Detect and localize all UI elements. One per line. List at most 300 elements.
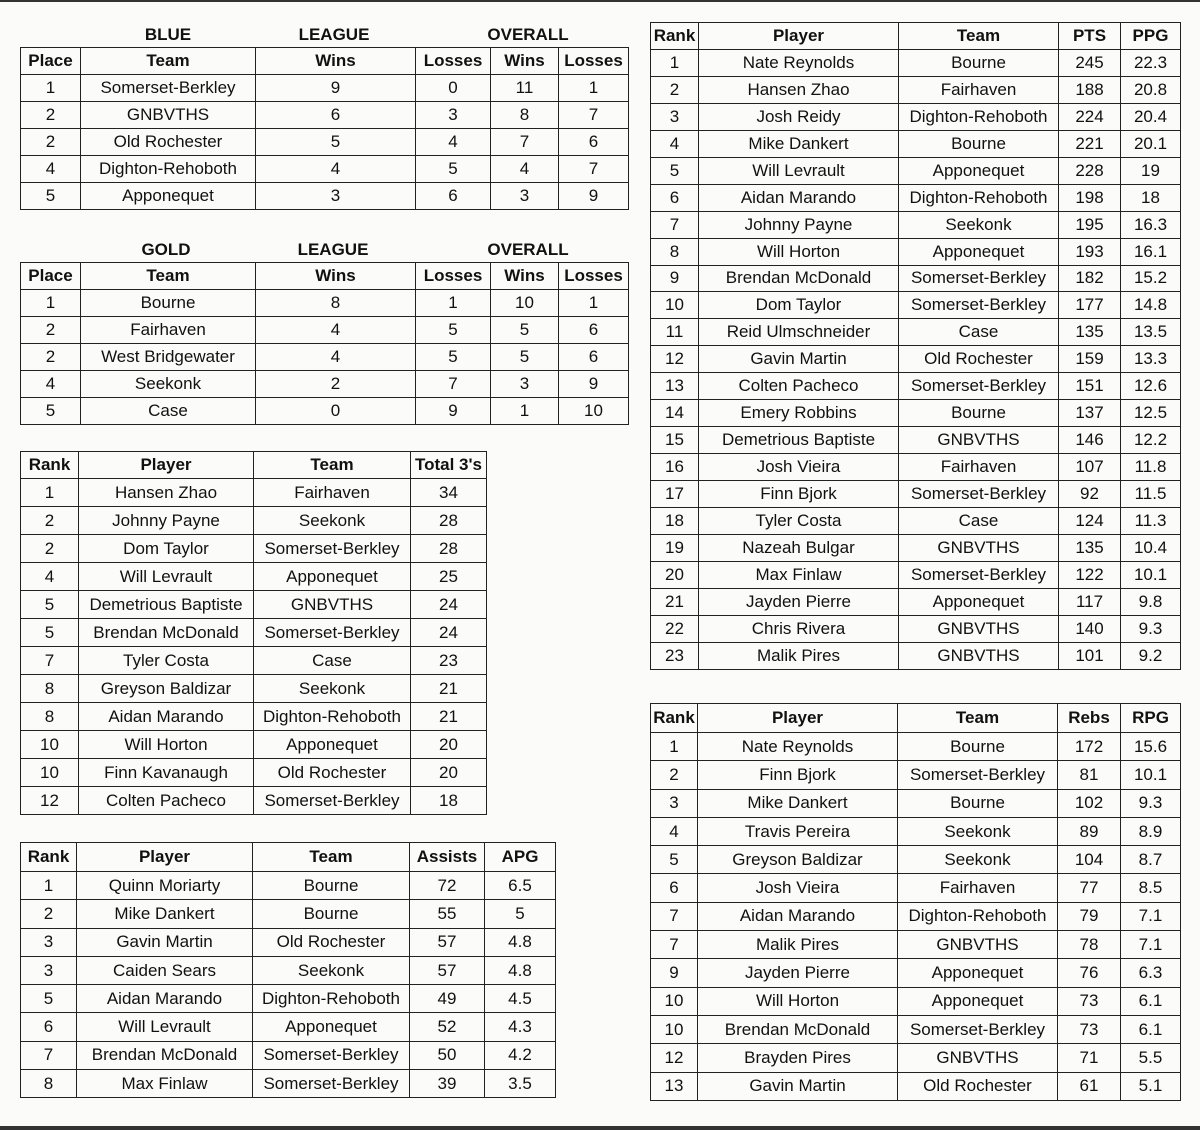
table-cell: Tyler Costa bbox=[79, 647, 254, 675]
table-cell: 4 bbox=[491, 156, 559, 183]
table-cell: 3 bbox=[416, 102, 491, 129]
table-row bbox=[21, 1013, 556, 1041]
table-cell: Case bbox=[899, 319, 1059, 346]
table-cell: Josh Vieira bbox=[699, 454, 899, 481]
table-cell: Josh Vieira bbox=[698, 874, 898, 902]
blue-group-header bbox=[20, 23, 628, 47]
table-cell: 7.1 bbox=[1121, 902, 1181, 930]
table-cell: 20.1 bbox=[1121, 130, 1181, 157]
top-border bbox=[0, 0, 1200, 2]
table-cell: 11.5 bbox=[1121, 481, 1181, 508]
table-cell: 102 bbox=[1058, 789, 1121, 817]
table-cell: 76 bbox=[1058, 959, 1121, 987]
table-cell: Dighton-Rehoboth bbox=[898, 902, 1058, 930]
blue-league-label: LEAGUE bbox=[298, 25, 370, 44]
table-cell: 61 bbox=[1058, 1072, 1121, 1100]
table-cell: Old Rochester bbox=[899, 346, 1059, 373]
table-cell: 52 bbox=[410, 1013, 485, 1041]
table-cell: 23 bbox=[651, 642, 699, 669]
table-cell: 4 bbox=[21, 371, 81, 398]
table-cell: 71 bbox=[1058, 1044, 1121, 1072]
table-cell: 172 bbox=[1058, 733, 1121, 761]
bottom-border bbox=[0, 1126, 1200, 1130]
table-row bbox=[651, 507, 1181, 534]
table-row bbox=[21, 563, 487, 591]
table-cell: 7 bbox=[416, 371, 491, 398]
table-cell: GNBVTHS bbox=[899, 615, 1059, 642]
table-cell: Dighton-Rehoboth bbox=[899, 184, 1059, 211]
table-cell: 12.2 bbox=[1121, 427, 1181, 454]
column-header: RPG bbox=[1121, 704, 1181, 733]
table-cell: Chris Rivera bbox=[699, 615, 899, 642]
table-cell: 16.3 bbox=[1121, 211, 1181, 238]
blue-standings bbox=[20, 23, 628, 210]
table-cell: 20 bbox=[411, 759, 487, 787]
table-row bbox=[21, 535, 487, 563]
table-row bbox=[651, 130, 1181, 157]
blue-group-label: BLUE bbox=[144, 25, 192, 44]
table-cell: Jayden Pierre bbox=[698, 959, 898, 987]
table-cell: Mike Dankert bbox=[77, 900, 253, 928]
table-cell: 4 bbox=[256, 344, 416, 371]
column-header: Rank bbox=[651, 704, 698, 733]
table-row bbox=[651, 265, 1181, 292]
table-cell: 73 bbox=[1058, 1015, 1121, 1043]
table-cell: 3 bbox=[256, 183, 416, 210]
gold-group-header bbox=[20, 238, 628, 262]
rebounds-table bbox=[650, 703, 1181, 1101]
table-cell: 1 bbox=[559, 75, 629, 102]
table-cell: 1 bbox=[651, 733, 698, 761]
column-header: Rank bbox=[21, 452, 79, 479]
table-cell: Seekonk bbox=[254, 507, 411, 535]
table-cell: Old Rochester bbox=[898, 1072, 1058, 1100]
table-row bbox=[21, 647, 487, 675]
table-cell: 182 bbox=[1059, 265, 1121, 292]
table-cell: Somerset-Berkley bbox=[899, 481, 1059, 508]
table-row bbox=[21, 317, 629, 344]
table-cell: Old Rochester bbox=[81, 129, 256, 156]
table-cell: 5 bbox=[21, 183, 81, 210]
table-row bbox=[21, 619, 487, 647]
table-cell: 4 bbox=[21, 563, 79, 591]
table-cell: 2 bbox=[651, 76, 699, 103]
table-cell: 16.1 bbox=[1121, 238, 1181, 265]
table-cell: 8.5 bbox=[1121, 874, 1181, 902]
column-header: Losses bbox=[416, 48, 491, 75]
table-cell: Demetrious Baptiste bbox=[79, 591, 254, 619]
column-header: Team bbox=[81, 48, 256, 75]
table-row bbox=[21, 985, 556, 1013]
table-cell: 6 bbox=[559, 129, 629, 156]
table-cell: Apponequet bbox=[254, 563, 411, 591]
table-cell: 3 bbox=[651, 103, 699, 130]
table-cell: 7 bbox=[559, 102, 629, 129]
table-row bbox=[651, 902, 1181, 930]
table-cell: 8.7 bbox=[1121, 846, 1181, 874]
table-cell: 18 bbox=[651, 507, 699, 534]
table-cell: Somerset-Berkley bbox=[254, 787, 411, 815]
table-cell: Apponequet bbox=[81, 183, 256, 210]
table-cell: 12 bbox=[21, 787, 79, 815]
table-cell: Mike Dankert bbox=[698, 789, 898, 817]
gold-group-label: GOLD bbox=[141, 240, 191, 259]
table-cell: Fairhaven bbox=[899, 454, 1059, 481]
table-cell: 4 bbox=[256, 317, 416, 344]
table-cell: Emery Robbins bbox=[699, 400, 899, 427]
table-cell: 0 bbox=[416, 75, 491, 102]
table-cell: Malik Pires bbox=[699, 642, 899, 669]
table-cell: Dighton-Rehoboth bbox=[254, 703, 411, 731]
table-cell: 10.1 bbox=[1121, 561, 1181, 588]
table-cell: 11 bbox=[651, 319, 699, 346]
table-cell: Bourne bbox=[899, 50, 1059, 77]
table-row bbox=[651, 874, 1181, 902]
table-cell: 28 bbox=[411, 507, 487, 535]
table-cell: 5 bbox=[21, 398, 81, 425]
table-cell: 6.5 bbox=[485, 872, 556, 900]
table-cell: 6 bbox=[559, 317, 629, 344]
column-header: Wins bbox=[256, 48, 416, 75]
header-row bbox=[651, 704, 1181, 733]
column-header: Team bbox=[81, 263, 256, 290]
table-row bbox=[651, 733, 1181, 761]
table-cell: 7 bbox=[651, 902, 698, 930]
table-row bbox=[651, 846, 1181, 874]
table-cell: Bourne bbox=[253, 900, 410, 928]
table-cell: 8 bbox=[21, 675, 79, 703]
table-cell: 7.1 bbox=[1121, 931, 1181, 959]
table-cell: Fairhaven bbox=[254, 479, 411, 507]
table-cell: Somerset-Berkley bbox=[899, 292, 1059, 319]
table-cell: Josh Reidy bbox=[699, 103, 899, 130]
table-cell: 11.3 bbox=[1121, 507, 1181, 534]
table-cell: 10 bbox=[651, 1015, 698, 1043]
table-row bbox=[651, 400, 1181, 427]
table-cell: Bourne bbox=[899, 130, 1059, 157]
table-cell: West Bridgewater bbox=[81, 344, 256, 371]
table-cell: 25 bbox=[411, 563, 487, 591]
table-cell: 8 bbox=[21, 1070, 77, 1098]
table-cell: 1 bbox=[21, 872, 77, 900]
table-row bbox=[651, 987, 1181, 1015]
table-cell: 7 bbox=[559, 156, 629, 183]
table-cell: 5.1 bbox=[1121, 1072, 1181, 1100]
table-cell: 10 bbox=[21, 759, 79, 787]
table-cell: 5 bbox=[651, 157, 699, 184]
table-cell: 7 bbox=[21, 647, 79, 675]
table-cell: 24 bbox=[411, 619, 487, 647]
table-cell: 73 bbox=[1058, 987, 1121, 1015]
table-cell: 117 bbox=[1059, 588, 1121, 615]
table-cell: Seekonk bbox=[81, 371, 256, 398]
table-cell: GNBVTHS bbox=[898, 931, 1058, 959]
table-cell: 7 bbox=[651, 211, 699, 238]
column-header: Wins bbox=[491, 48, 559, 75]
table-cell: 3 bbox=[21, 956, 77, 984]
table-row bbox=[21, 183, 629, 210]
table-cell: 1 bbox=[491, 398, 559, 425]
table-cell: Bourne bbox=[899, 400, 1059, 427]
table-cell: 5 bbox=[491, 317, 559, 344]
table-cell: 6 bbox=[21, 1013, 77, 1041]
table-cell: 1 bbox=[21, 290, 81, 317]
table-cell: 9 bbox=[559, 183, 629, 210]
table-cell: 12.5 bbox=[1121, 400, 1181, 427]
table-row bbox=[651, 588, 1181, 615]
table-cell: GNBVTHS bbox=[254, 591, 411, 619]
table-cell: 49 bbox=[410, 985, 485, 1013]
column-header: PPG bbox=[1121, 23, 1181, 50]
table-cell: Hansen Zhao bbox=[699, 76, 899, 103]
table-cell: 6.1 bbox=[1121, 1015, 1181, 1043]
table-cell: 10 bbox=[559, 398, 629, 425]
table-cell: 2 bbox=[651, 761, 698, 789]
table-row bbox=[651, 319, 1181, 346]
table-row bbox=[651, 427, 1181, 454]
table-row bbox=[651, 789, 1181, 817]
table-cell: 13 bbox=[651, 373, 699, 400]
table-cell: 20.4 bbox=[1121, 103, 1181, 130]
table-cell: Will Levrault bbox=[77, 1013, 253, 1041]
table-cell: Apponequet bbox=[253, 1013, 410, 1041]
table-row bbox=[21, 787, 487, 815]
table-cell: 5 bbox=[491, 344, 559, 371]
column-header: Rank bbox=[651, 23, 699, 50]
header-row bbox=[21, 452, 487, 479]
table-cell: 1 bbox=[416, 290, 491, 317]
table-cell: GNBVTHS bbox=[898, 1044, 1058, 1072]
table-cell: 81 bbox=[1058, 761, 1121, 789]
table-cell: Max Finlaw bbox=[699, 561, 899, 588]
table-cell: Brendan McDonald bbox=[698, 1015, 898, 1043]
table-cell: Colten Pacheco bbox=[699, 373, 899, 400]
table-cell: Dighton-Rehoboth bbox=[899, 103, 1059, 130]
table-cell: GNBVTHS bbox=[899, 642, 1059, 669]
table-cell: 57 bbox=[410, 956, 485, 984]
column-header: Losses bbox=[559, 48, 629, 75]
table-cell: 72 bbox=[410, 872, 485, 900]
table-cell: 21 bbox=[411, 675, 487, 703]
table-cell: 146 bbox=[1059, 427, 1121, 454]
table-cell: Old Rochester bbox=[253, 928, 410, 956]
table-cell: Apponequet bbox=[898, 959, 1058, 987]
table-cell: 50 bbox=[410, 1041, 485, 1069]
table-cell: 2 bbox=[21, 507, 79, 535]
table-row bbox=[651, 238, 1181, 265]
table-cell: 4 bbox=[21, 156, 81, 183]
table-cell: 2 bbox=[21, 344, 81, 371]
table-cell: 9 bbox=[416, 398, 491, 425]
table-cell: 1 bbox=[559, 290, 629, 317]
table-cell: 7 bbox=[21, 1041, 77, 1069]
table-cell: Bourne bbox=[898, 789, 1058, 817]
table-cell: 177 bbox=[1059, 292, 1121, 319]
gold-standings-table bbox=[20, 262, 629, 425]
table-cell: 135 bbox=[1059, 534, 1121, 561]
table-cell: Apponequet bbox=[898, 987, 1058, 1015]
gold-overall-label: OVERALL bbox=[487, 240, 569, 259]
table-row bbox=[21, 507, 487, 535]
table-cell: 15.6 bbox=[1121, 733, 1181, 761]
table-cell: 9.3 bbox=[1121, 615, 1181, 642]
table-cell: 193 bbox=[1059, 238, 1121, 265]
table-cell: 20.8 bbox=[1121, 76, 1181, 103]
table-cell: 1 bbox=[651, 50, 699, 77]
table-cell: 15.2 bbox=[1121, 265, 1181, 292]
table-cell: Old Rochester bbox=[254, 759, 411, 787]
table-cell: Will Horton bbox=[79, 731, 254, 759]
table-row bbox=[21, 759, 487, 787]
table-cell: 10 bbox=[21, 731, 79, 759]
table-row bbox=[651, 1044, 1181, 1072]
table-cell: 6 bbox=[559, 344, 629, 371]
table-cell: 3 bbox=[21, 928, 77, 956]
table-row bbox=[651, 50, 1181, 77]
table-cell: Seekonk bbox=[898, 846, 1058, 874]
table-row bbox=[21, 1041, 556, 1069]
table-row bbox=[651, 817, 1181, 845]
table-cell: 2 bbox=[256, 371, 416, 398]
table-cell: 9.3 bbox=[1121, 789, 1181, 817]
table-cell: 9.8 bbox=[1121, 588, 1181, 615]
table-cell: 3 bbox=[491, 371, 559, 398]
table-cell: 104 bbox=[1058, 846, 1121, 874]
table-cell: 107 bbox=[1059, 454, 1121, 481]
table-cell: 19 bbox=[1121, 157, 1181, 184]
rebounds-leaders bbox=[650, 703, 1180, 1101]
table-cell: Fairhaven bbox=[898, 874, 1058, 902]
table-cell: 13.3 bbox=[1121, 346, 1181, 373]
table-cell: 18 bbox=[411, 787, 487, 815]
column-header: Losses bbox=[559, 263, 629, 290]
table-cell: Bourne bbox=[81, 290, 256, 317]
table-cell: 2 bbox=[21, 900, 77, 928]
column-header: Player bbox=[79, 452, 254, 479]
table-cell: 10 bbox=[651, 987, 698, 1015]
table-cell: 6.1 bbox=[1121, 987, 1181, 1015]
table-cell: 4.3 bbox=[485, 1013, 556, 1041]
column-header: Player bbox=[698, 704, 898, 733]
table-row bbox=[21, 290, 629, 317]
table-cell: Malik Pires bbox=[698, 931, 898, 959]
table-cell: 245 bbox=[1059, 50, 1121, 77]
table-cell: 17 bbox=[651, 481, 699, 508]
table-cell: 22.3 bbox=[1121, 50, 1181, 77]
header-row bbox=[21, 48, 629, 75]
table-row bbox=[21, 371, 629, 398]
table-cell: 4 bbox=[651, 130, 699, 157]
table-cell: 92 bbox=[1059, 481, 1121, 508]
table-cell: 3 bbox=[491, 183, 559, 210]
table-row bbox=[651, 103, 1181, 130]
table-cell: Tyler Costa bbox=[699, 507, 899, 534]
column-header: Wins bbox=[491, 263, 559, 290]
table-row bbox=[651, 534, 1181, 561]
assists-table bbox=[20, 842, 556, 1098]
table-cell: 2 bbox=[21, 102, 81, 129]
table-row bbox=[21, 479, 487, 507]
column-header: Rebs bbox=[1058, 704, 1121, 733]
table-cell: 9 bbox=[256, 75, 416, 102]
table-row bbox=[21, 928, 556, 956]
table-row bbox=[21, 156, 629, 183]
table-cell: Reid Ulmschneider bbox=[699, 319, 899, 346]
table-cell: 1 bbox=[21, 75, 81, 102]
table-row bbox=[651, 761, 1181, 789]
table-cell: 1 bbox=[21, 479, 79, 507]
points-leaders bbox=[650, 22, 1180, 670]
table-row bbox=[651, 292, 1181, 319]
table-cell: 4.2 bbox=[485, 1041, 556, 1069]
table-row bbox=[651, 615, 1181, 642]
table-cell: 5.5 bbox=[1121, 1044, 1181, 1072]
table-cell: Somerset-Berkley bbox=[898, 1015, 1058, 1043]
table-row bbox=[21, 129, 629, 156]
table-cell: Apponequet bbox=[899, 588, 1059, 615]
table-cell: 3.5 bbox=[485, 1070, 556, 1098]
table-row bbox=[651, 157, 1181, 184]
table-cell: 9 bbox=[651, 959, 698, 987]
table-cell: Brendan McDonald bbox=[79, 619, 254, 647]
table-row bbox=[21, 75, 629, 102]
table-row bbox=[651, 184, 1181, 211]
table-cell: 159 bbox=[1059, 346, 1121, 373]
table-cell: 6.3 bbox=[1121, 959, 1181, 987]
table-cell: Somerset-Berkley bbox=[254, 619, 411, 647]
table-cell: 16 bbox=[651, 454, 699, 481]
column-header: Team bbox=[254, 452, 411, 479]
table-cell: Aidan Marando bbox=[79, 703, 254, 731]
table-cell: 12 bbox=[651, 346, 699, 373]
table-row bbox=[651, 561, 1181, 588]
table-cell: 14.8 bbox=[1121, 292, 1181, 319]
table-cell: 5 bbox=[21, 985, 77, 1013]
assists-leaders bbox=[20, 842, 555, 1098]
column-header: PTS bbox=[1059, 23, 1121, 50]
table-cell: 140 bbox=[1059, 615, 1121, 642]
blue-overall-label: OVERALL bbox=[487, 25, 569, 44]
table-cell: Somerset-Berkley bbox=[253, 1070, 410, 1098]
table-row bbox=[21, 344, 629, 371]
table-cell: 14 bbox=[651, 400, 699, 427]
table-cell: 15 bbox=[651, 427, 699, 454]
table-cell: Somerset-Berkley bbox=[899, 373, 1059, 400]
table-cell: 12 bbox=[651, 1044, 698, 1072]
table-cell: 10.4 bbox=[1121, 534, 1181, 561]
table-cell: 6 bbox=[651, 874, 698, 902]
table-cell: 5 bbox=[416, 156, 491, 183]
table-cell: 9 bbox=[651, 265, 699, 292]
table-cell: 228 bbox=[1059, 157, 1121, 184]
table-row bbox=[651, 481, 1181, 508]
table-cell: Dom Taylor bbox=[699, 292, 899, 319]
table-cell: 135 bbox=[1059, 319, 1121, 346]
table-cell: 4.5 bbox=[485, 985, 556, 1013]
table-cell: Dighton-Rehoboth bbox=[81, 156, 256, 183]
table-cell: 28 bbox=[411, 535, 487, 563]
table-cell: 221 bbox=[1059, 130, 1121, 157]
table-cell: 10 bbox=[491, 290, 559, 317]
table-cell: 4 bbox=[416, 129, 491, 156]
table-cell: 7 bbox=[651, 931, 698, 959]
table-cell: 151 bbox=[1059, 373, 1121, 400]
table-cell: Apponequet bbox=[899, 238, 1059, 265]
table-cell: 10.1 bbox=[1121, 761, 1181, 789]
table-cell: Demetrious Baptiste bbox=[699, 427, 899, 454]
table-cell: Johnny Payne bbox=[699, 211, 899, 238]
table-cell: 5 bbox=[416, 317, 491, 344]
